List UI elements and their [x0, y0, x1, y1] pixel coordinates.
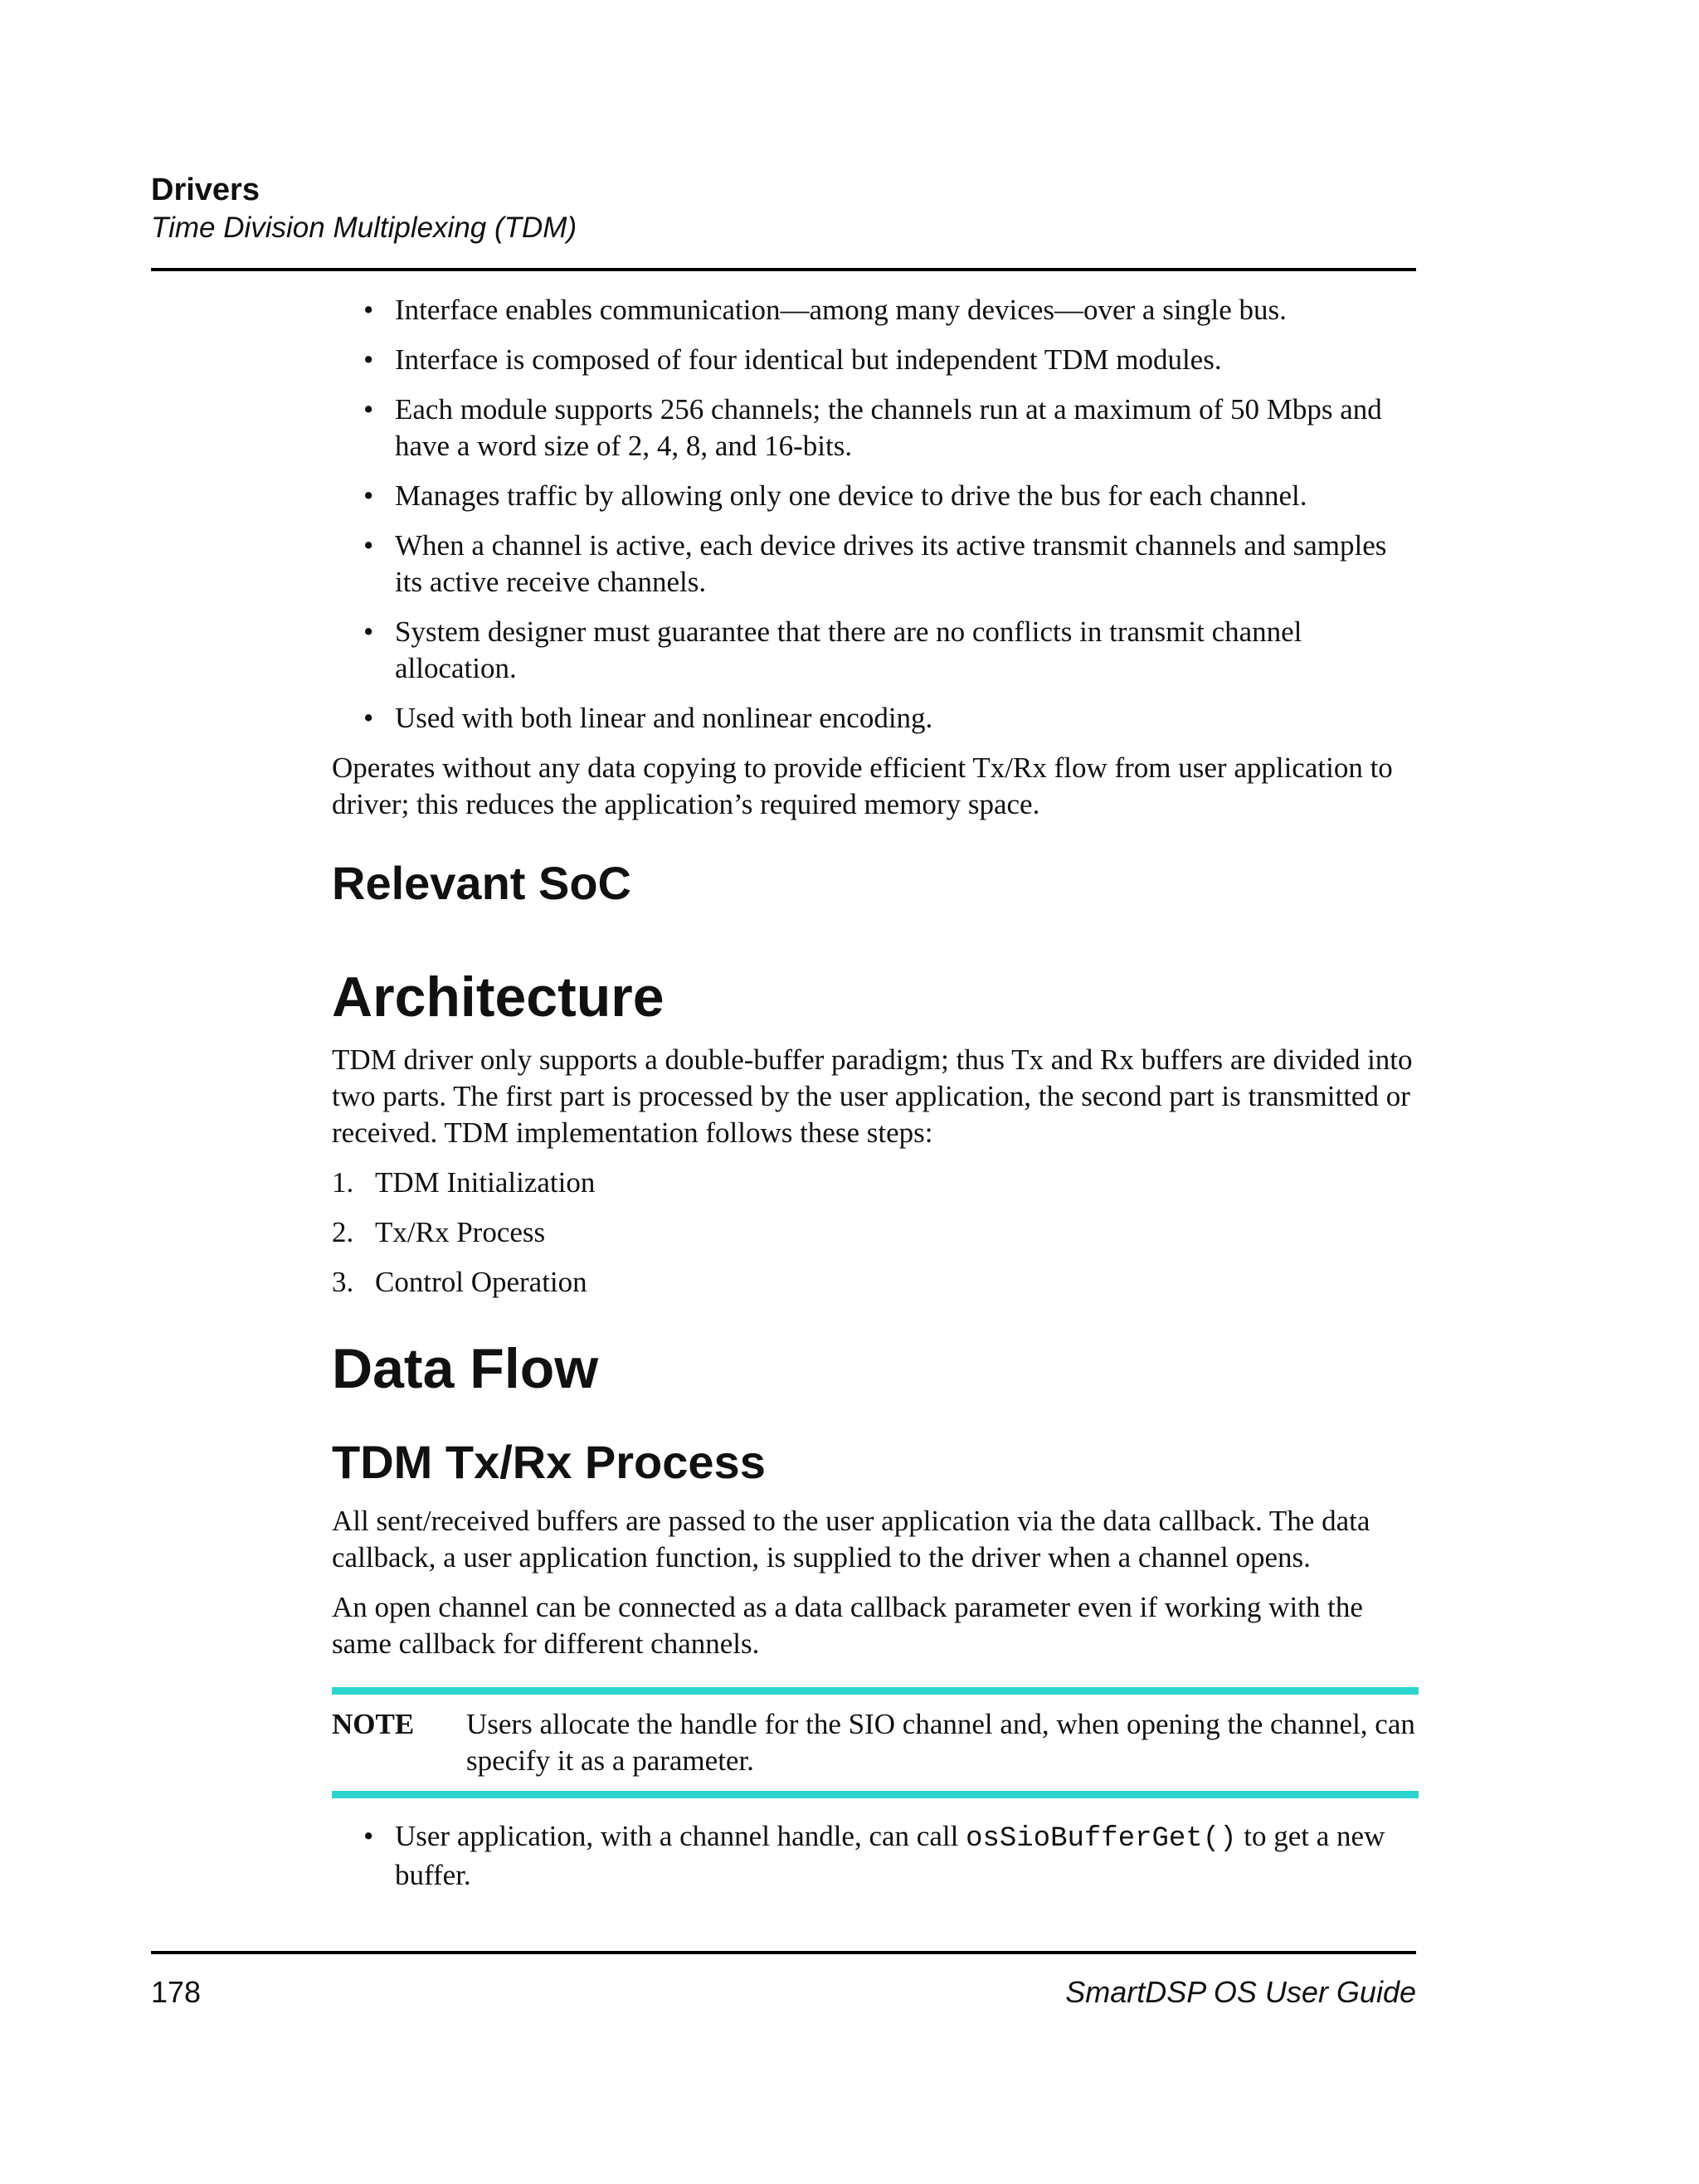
bullet-icon: • [363, 393, 374, 426]
page-header [151, 170, 1416, 246]
list-item-text-before: User application, with a channel handle, can call [395, 1820, 966, 1852]
architecture-heading: Architecture [332, 966, 665, 1029]
list-item-text-after: to get a new buffer. [395, 1820, 1385, 1891]
list-item [332, 700, 1419, 737]
bullet-icon: • [363, 1820, 374, 1852]
list-item [332, 392, 1419, 465]
header-divider [151, 268, 1416, 271]
tdm-txrx-heading: TDM Tx/Rx Process [332, 1436, 766, 1488]
list-item [332, 614, 1419, 687]
bullet-icon: • [363, 479, 374, 512]
step-text: Tx/Rx Process [375, 1216, 546, 1248]
section-subtitle: Time Division Multiplexing (TDM) [151, 212, 577, 244]
step-item [332, 1264, 1419, 1301]
list-item [332, 342, 1419, 378]
bullet-icon: • [363, 615, 374, 648]
step-number: 2. [332, 1216, 354, 1248]
list-item-text: Interface is composed of four identical but independent TDM modules. [395, 343, 1222, 376]
relevant-soc-heading: Relevant SoC [332, 857, 631, 909]
step-number: 3. [332, 1266, 354, 1298]
list-item-text: Interface enables communication—among many devices—over a single bus. [395, 294, 1287, 326]
list-item-text: When a channel is active, each device drives its active transmit channels and samples its active receive channels. [395, 529, 1387, 598]
list-item-text: Each module supports 256 channels; the channels run at a maximum of 50 Mbps and have a word size of 2, 4, 8, and 16-bits. [395, 393, 1382, 462]
bullet-icon: • [363, 529, 374, 562]
step-item [332, 1214, 1419, 1251]
architecture-paragraph: TDM driver only supports a double-buffer paradigm; thus Tx and Rx buffers are divided into two parts. The first part is processed by the user application, the second part is transmitted or received. TDM implementation follows these steps: [332, 1043, 1413, 1149]
page-body [332, 292, 1419, 1907]
list-item-text: Used with both linear and nonlinear encoding. [395, 702, 933, 734]
list-item [332, 478, 1419, 514]
feature-list [332, 292, 1419, 737]
section-title: Drivers [151, 173, 260, 207]
list-item [332, 528, 1419, 601]
features-paragraph: Operates without any data copying to provide efficient Tx/Rx flow from user application to driver; this reduces the application’s required memory space. [332, 752, 1393, 820]
list-item [332, 292, 1419, 328]
buffer-list [332, 1818, 1419, 1894]
data-flow-paragraph-1: All sent/received buffers are passed to the user application via the data callback. The data callback, a user application function, is supplied to the driver when a channel opens. [332, 1505, 1370, 1574]
list-item-text: System designer must guarantee that there are no conflicts in transmit channel allocation. [395, 615, 1302, 684]
guide-title: SmartDSP OS User Guide [1065, 1975, 1416, 2009]
note-label: NOTE [332, 1708, 415, 1740]
note-box [332, 1687, 1419, 1798]
bullet-icon: • [363, 343, 374, 376]
implementation-steps [332, 1165, 1419, 1301]
step-text: Control Operation [375, 1266, 587, 1298]
bullet-icon: • [363, 294, 374, 326]
data-flow-heading: Data Flow [332, 1337, 599, 1400]
step-number: 1. [332, 1166, 354, 1199]
step-text: TDM Initialization [375, 1166, 596, 1199]
footer-divider [151, 1951, 1416, 1954]
function-name-code: osSioBufferGet() [966, 1823, 1237, 1855]
note-text: Users allocate the handle for the SIO channel and, when opening the channel, can specify it as a parameter. [466, 1708, 1415, 1777]
step-item [332, 1165, 1419, 1201]
list-item [332, 1818, 1419, 1894]
page-number: 178 [151, 1975, 202, 2009]
data-flow-paragraph-2: An open channel can be connected as a data callback parameter even if working with the same callback for different channels. [332, 1591, 1363, 1660]
list-item-text: Manages traffic by allowing only one device to drive the bus for each channel. [395, 479, 1307, 512]
bullet-icon: • [363, 702, 374, 734]
